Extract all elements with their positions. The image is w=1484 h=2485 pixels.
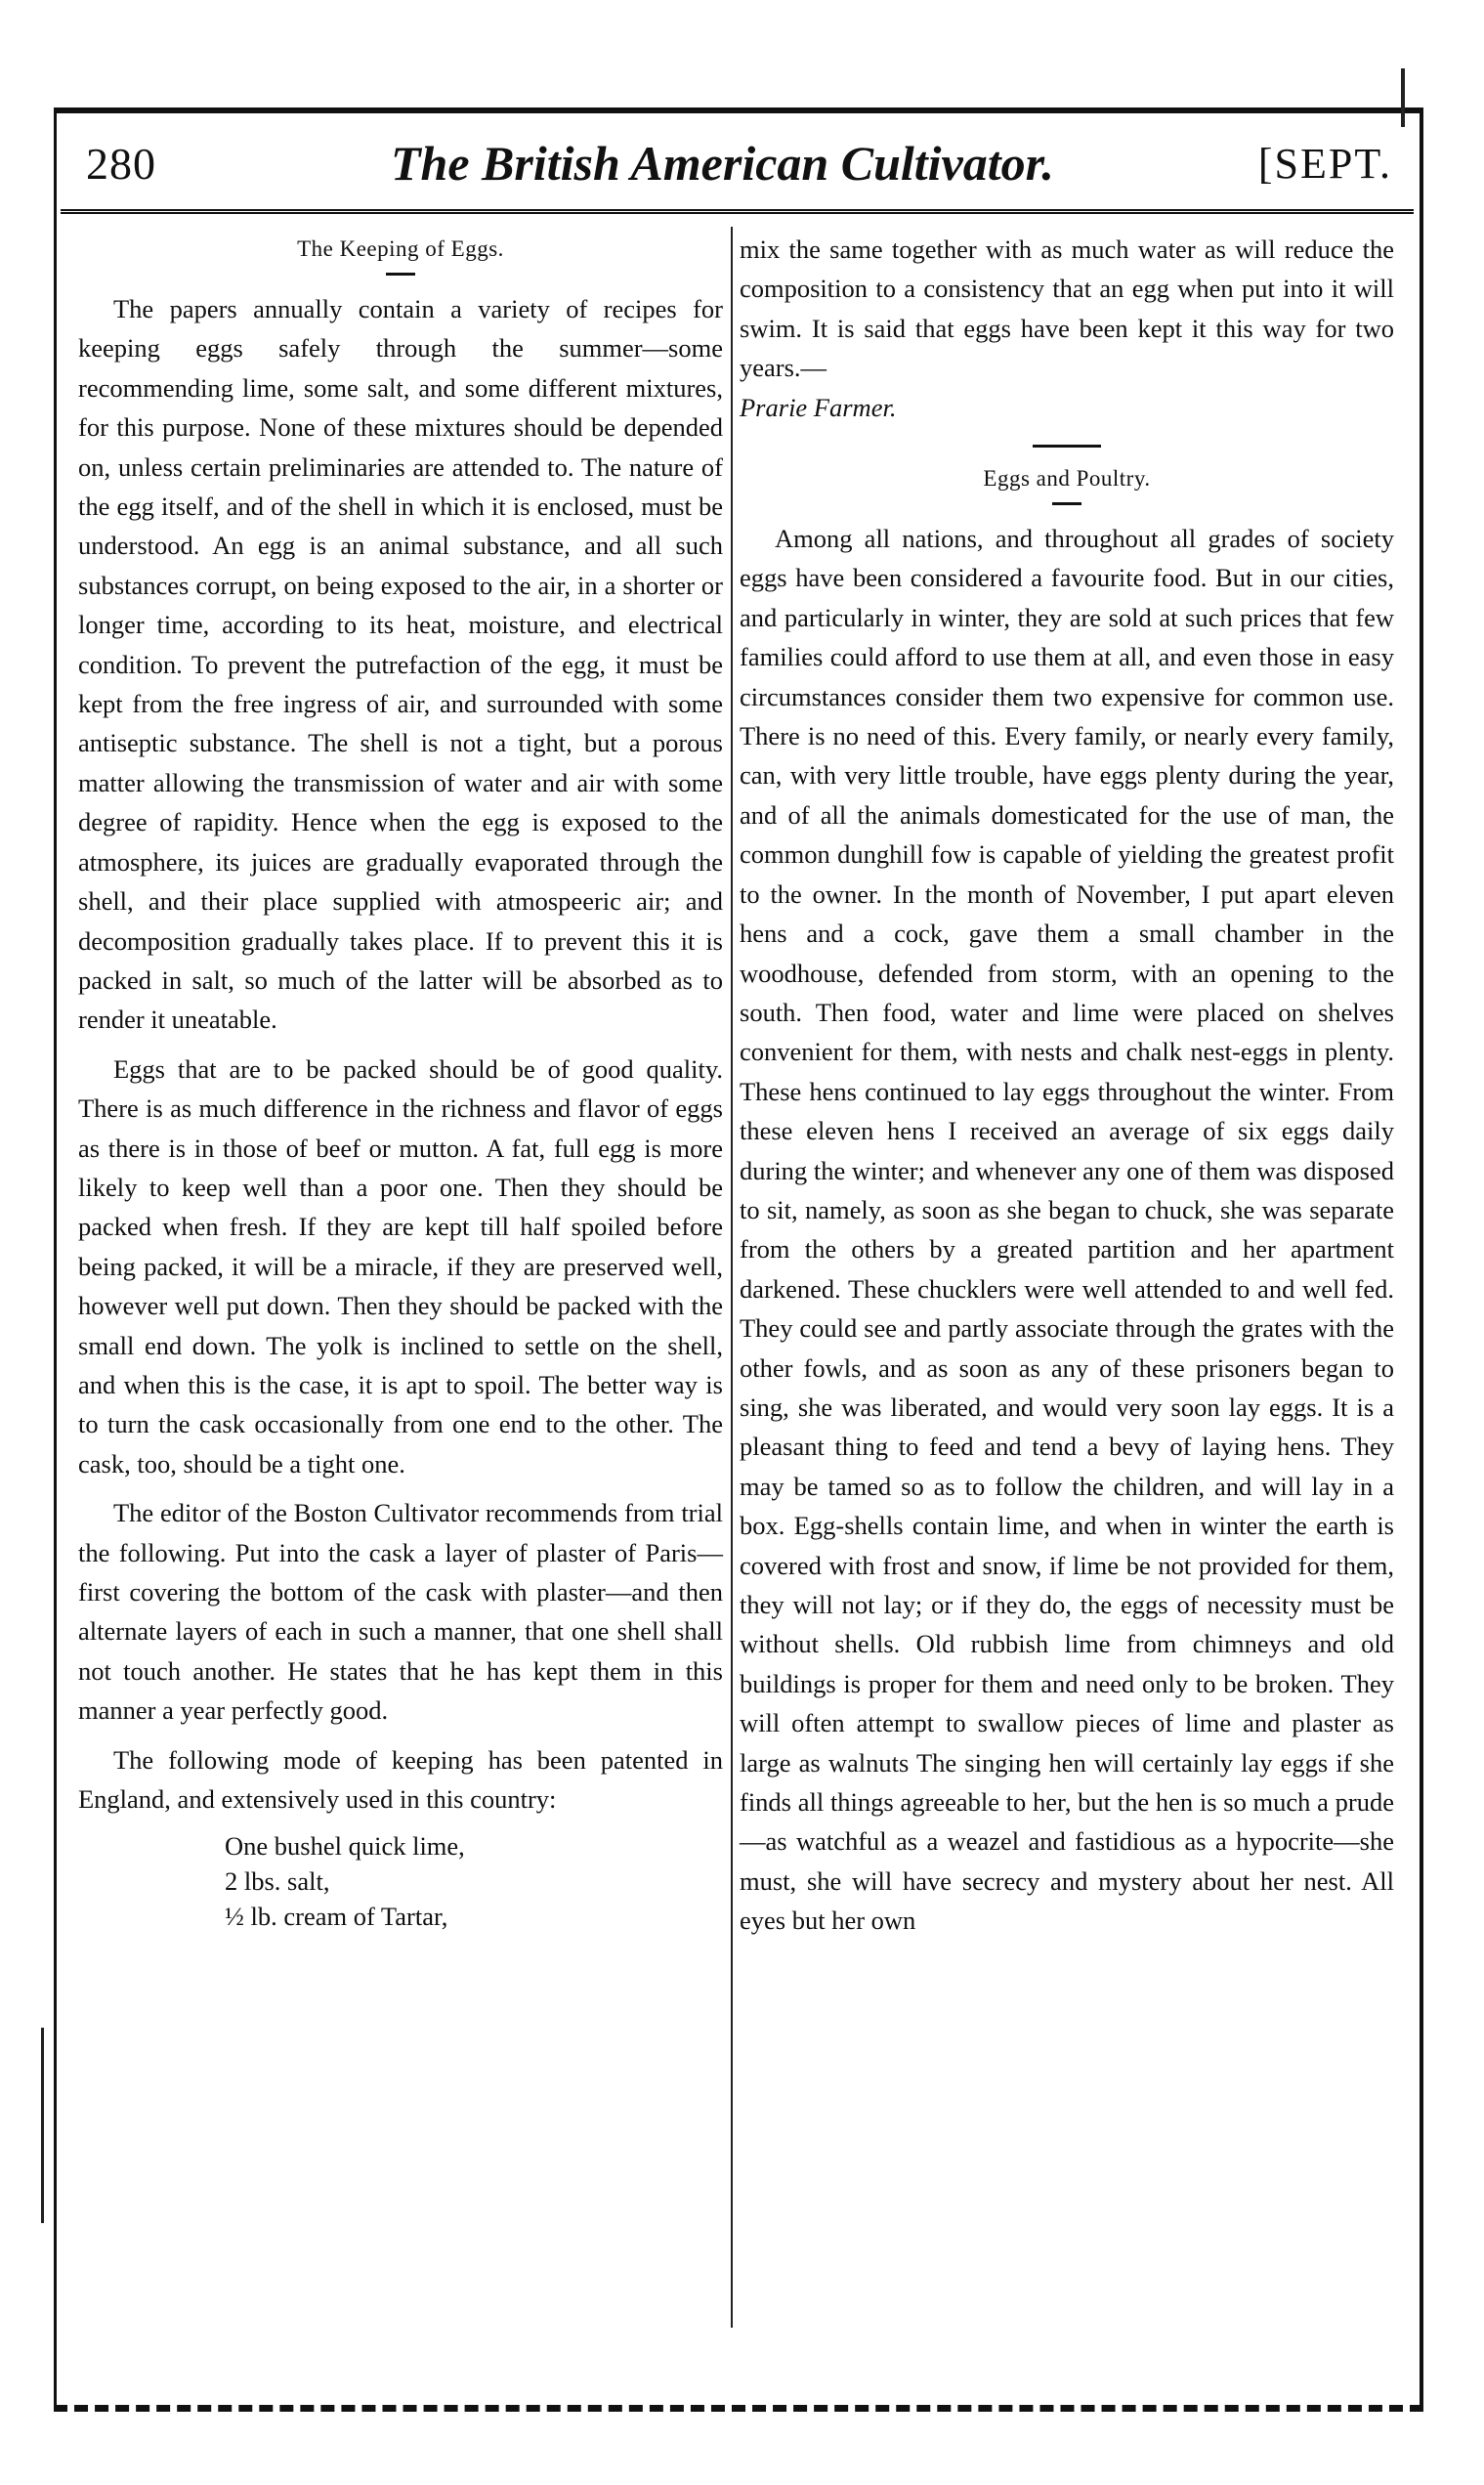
left-margin-mark (41, 2028, 56, 2223)
article-title-keeping-eggs: The Keeping of Eggs. (297, 236, 504, 261)
recipe-item: One bushel quick lime, (225, 1831, 465, 1862)
recipe-list (225, 1828, 723, 1934)
issue-month: [SEPT. (1257, 140, 1392, 188)
article-paragraph: The papers annually contain a variety of recipes for keeping eggs safely through the summer—some recommending lime, some salt, and some different mixtures, for this purpose. None of these mixtures should be depended on, unless certain preliminaries are attended to. The nature of the egg itself, and of the shell in which it is enclosed, must be understood. An egg is an animal substance, and all such substances corrupt, on being exposed to the air, in a shorter or longer time, according to its heat, moisture, and electrical condition. To prevent the putrefaction of the egg, it must be kept from the free ingress of air, and surrounded with some antiseptic substance. The shell is not a tight, but a porous matter allowing the transmission of water and air with some degree of rapidity. Hence when the egg is exposed to the atmosphere, its juices are gradually evaporated through the shell, and their place supplied with atmospeeric air; and decomposition gradually takes place. If to prevent this it is packed in salt, so much of the latter will be absorbed as to render it uneatable. (78, 294, 723, 1035)
article-paragraph: The editor of the Boston Cultivator recommends from trial the following. Put into the cask a layer of plaster of Paris—first covering the bottom of the cask with plaster—and then alternate layers of each in such a manner, that one shell shall not touch another. He states that he has kept them in this manner a year perfectly good. (78, 1498, 723, 1726)
recipe-item: 2 lbs. salt, (225, 1866, 330, 1897)
right-column (740, 230, 1394, 1950)
page-header (78, 127, 1402, 205)
page-number: 280 (86, 139, 156, 189)
title-rule (386, 273, 415, 276)
journal-title: The British American Cultivator. (391, 136, 1054, 191)
section-rule (1033, 445, 1101, 448)
article-paragraph: Eggs that are to be packed should be of good quality. There is as much difference in the richness and flavor of eggs as there is in those of beef or mutton. A fat, full egg is more likely to keep well than a poor one. Then they should be packed when fresh. If they are kept till half spoiled before being packed, it will be a miracle, if they are preserved well, however well put down. Then they should be packed with the small end down. The yolk is inclined to settle on the shell, and when this is the case, it is apt to spoil. The better way is to turn the cask occasionally from one end to the other. The cask, too, should be a tight one. (78, 1053, 723, 1478)
right-margin-mark (1401, 68, 1405, 127)
header-rule (61, 209, 1414, 214)
left-column (78, 230, 723, 1934)
title-rule (1052, 502, 1081, 505)
article-paragraph: Among all nations, and throughout all grades of society eggs have been considered a favourite food. But in our cities, and particularly in winter, they are sold at such prices that few families could afford to use them at all, and even those in easy circumstances consider them two expensive for common use. There is no need of this. Every family, or nearly every family, can, with very little trouble, have eggs plenty during the year, and of all the animals domesticated for the use of man, the common dunghill fow is capable of yielding the greatest profit to the owner. In the month of November, I put apart eleven hens and a cock, gave them a small chamber in the woodhouse, defended from storm, with an opening to the south. Then food, water and lime were placed on shelves convenient for them, with nests and chalk nest-eggs in plenty. These hens continued to lay eggs throughout the winter. From these eleven hens I received an average of six eggs daily during the winter; and whenever any one of them was disposed to sit, namely, as soon as she began to chuck, she was separate from the others by a greated partition and her apartment darkened. These chucklers were well attended to and well fed. They could see and partly associate through the grates with the other fowls, and as soon as any of these prisoners began to sing, she was liberated, and would very soon lay eggs. It is a pleasant thing to feed and tend a bevy of laying hens. They may be tamed so as to follow the children, and will lay in a box. Egg-shells contain lime, and when in winter the earth is covered with frost and snow, if lime be not provided for them, they will not lay; or if they do, the eggs of necessity must be without shells. Old rubbish lime from chimneys and old buildings is proper for them and need only to be broken. They will often attempt to swallow pieces of lime and plaster as large as walnuts The singing hen will certainly lay eggs if she finds all things agreeable to her, but the hen is so much a prude—as watchful as a weazel and fastidious as a hypocrite—she must, she will have secrecy and mystery about her nest. All eyes but her own (740, 524, 1394, 1936)
column-divider (731, 227, 733, 2328)
continued-paragraph: mix the same together with as much water as will reduce the composition to a consistency that an egg when put into it will swim. It is said that eggs have been kept it this way for two years.— (740, 235, 1394, 383)
article-signature: Prarie Farmer. (740, 392, 897, 422)
article-title-eggs-poultry: Eggs and Poultry. (983, 466, 1151, 492)
article-paragraph: The following mode of keeping has been patented in England, and extensively used in this country: (78, 1744, 723, 1815)
recipe-item: ½ lb. cream of Tartar, (225, 1902, 448, 1932)
